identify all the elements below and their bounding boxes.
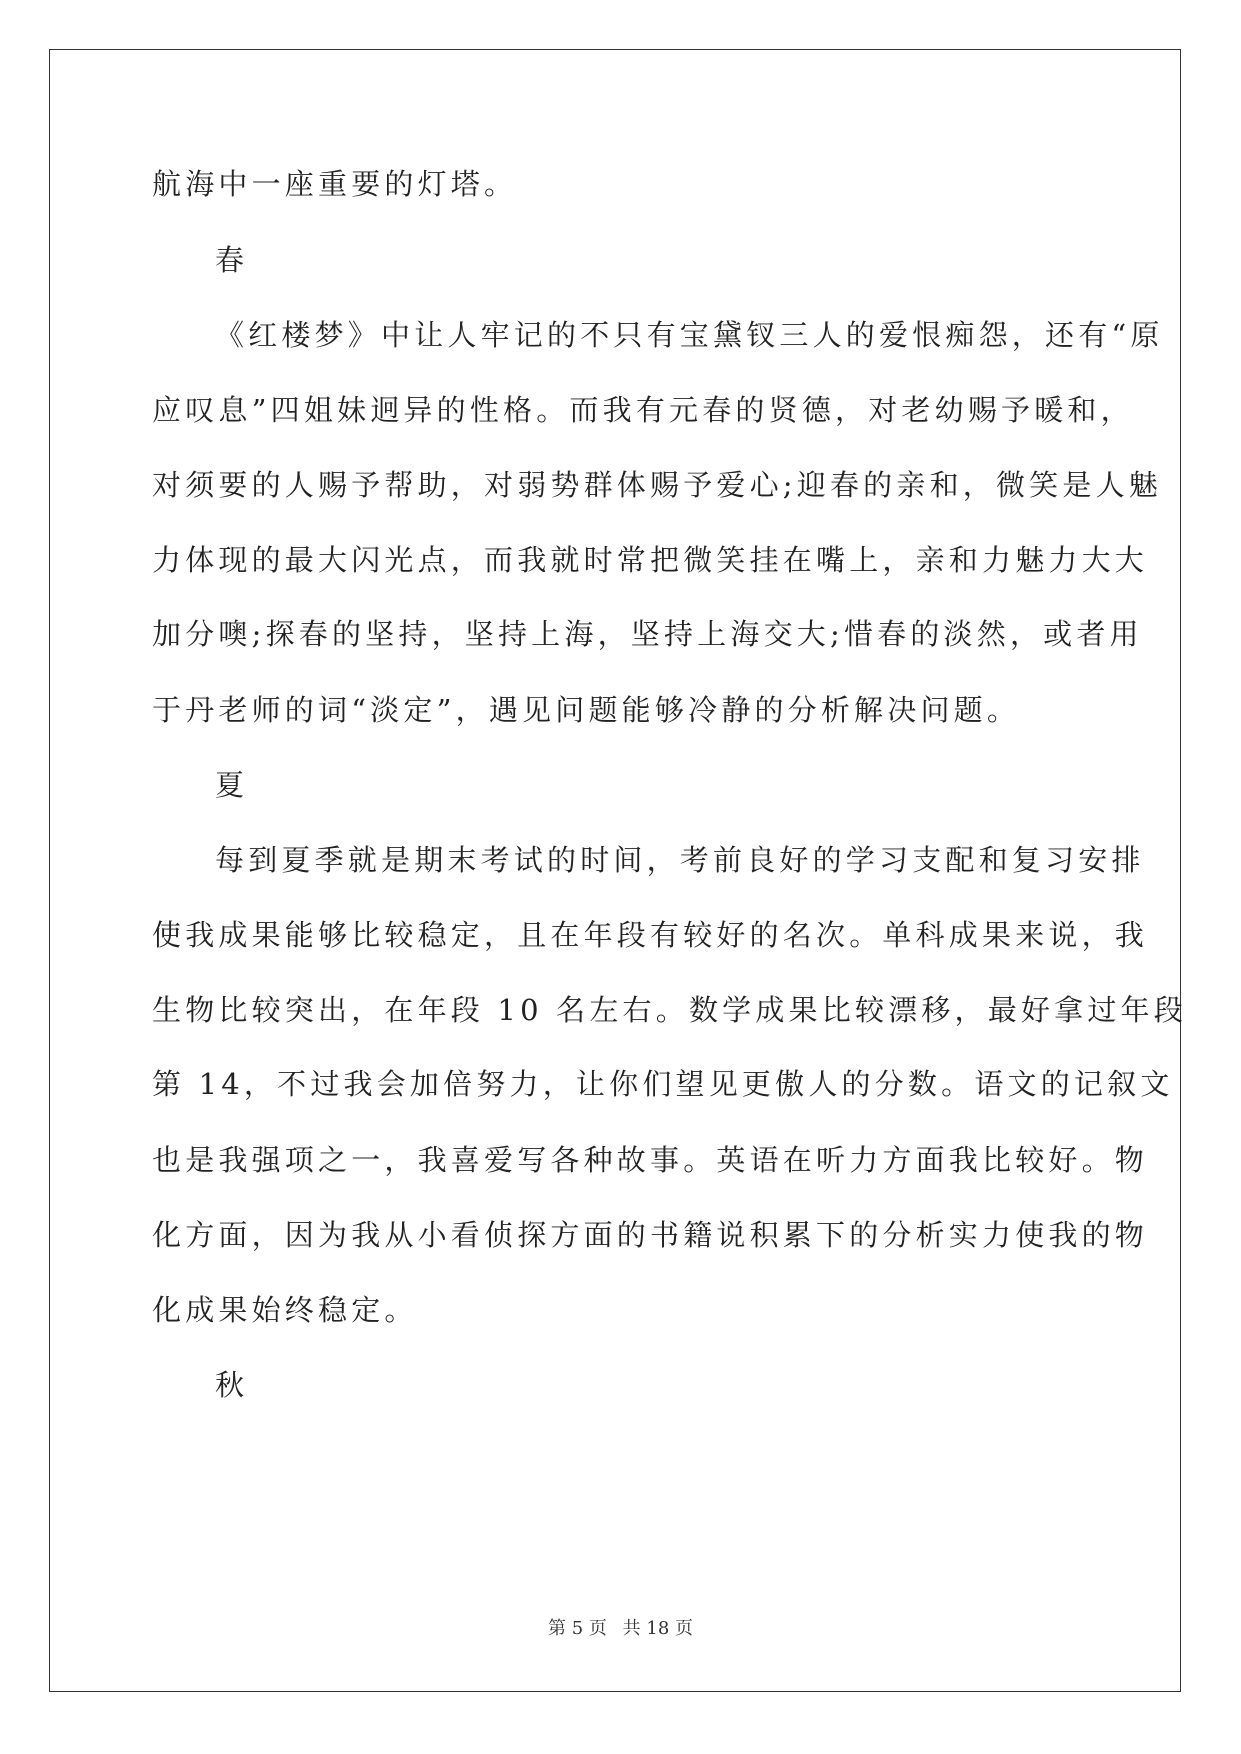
text-line: 加分噢;探春的坚持，坚持上海，坚持上海交大;惜春的淡然，或者用	[152, 617, 1143, 651]
text-line: 于丹老师的词“淡定”，遇见问题能够冷静的分析解决问题。	[152, 693, 1021, 727]
text-line: 第 14，不过我会加倍努力，让你们望见更傲人的分数。语文的记叙文	[152, 1067, 1174, 1101]
text-line: 航海中一座重要的灯塔。	[152, 167, 518, 201]
text-line: 生物比较突出，在年段 10 名左右。数学成果比较漂移，最好拿过年段	[152, 993, 1187, 1027]
section-heading-autumn: 秋	[215, 1368, 249, 1402]
section-heading-summer: 夏	[215, 768, 249, 802]
page-total: 共 18 页	[622, 1618, 693, 1639]
section-heading-spring: 春	[215, 243, 249, 277]
text-line: 《红楼梦》中让人牢记的不只有宝黛钗三人的爱恨痴怨，还有“原	[215, 318, 1164, 352]
text-line: 化成果始终稳定。	[152, 1293, 418, 1327]
text-line: 每到夏季就是期末考试的时间，考前良好的学习支配和复习安排	[215, 843, 1145, 877]
page-footer	[0, 1617, 1241, 1641]
text-line: 力体现的最大闪光点，而我就时常把微笑挂在嘴上，亲和力魅力大大	[152, 543, 1149, 577]
text-line: 使我成果能够比较稳定，且在年段有较好的名次。单科成果来说，我	[152, 918, 1149, 952]
text-line: 对须要的人赐予帮助，对弱势群体赐予爱心;迎春的亲和，微笑是人魅	[152, 468, 1162, 502]
text-line: 也是我强项之一，我喜爱写各种故事。英语在听力方面我比较好。物	[152, 1143, 1149, 1177]
page-number: 第 5 页	[548, 1618, 607, 1639]
text-line: 化方面，因为我从小看侦探方面的书籍说积累下的分析实力使我的物	[152, 1218, 1149, 1252]
text-line: 应叹息”四姐妹迥异的性格。而我有元春的贤德，对老幼赐予暖和，	[152, 393, 1134, 427]
